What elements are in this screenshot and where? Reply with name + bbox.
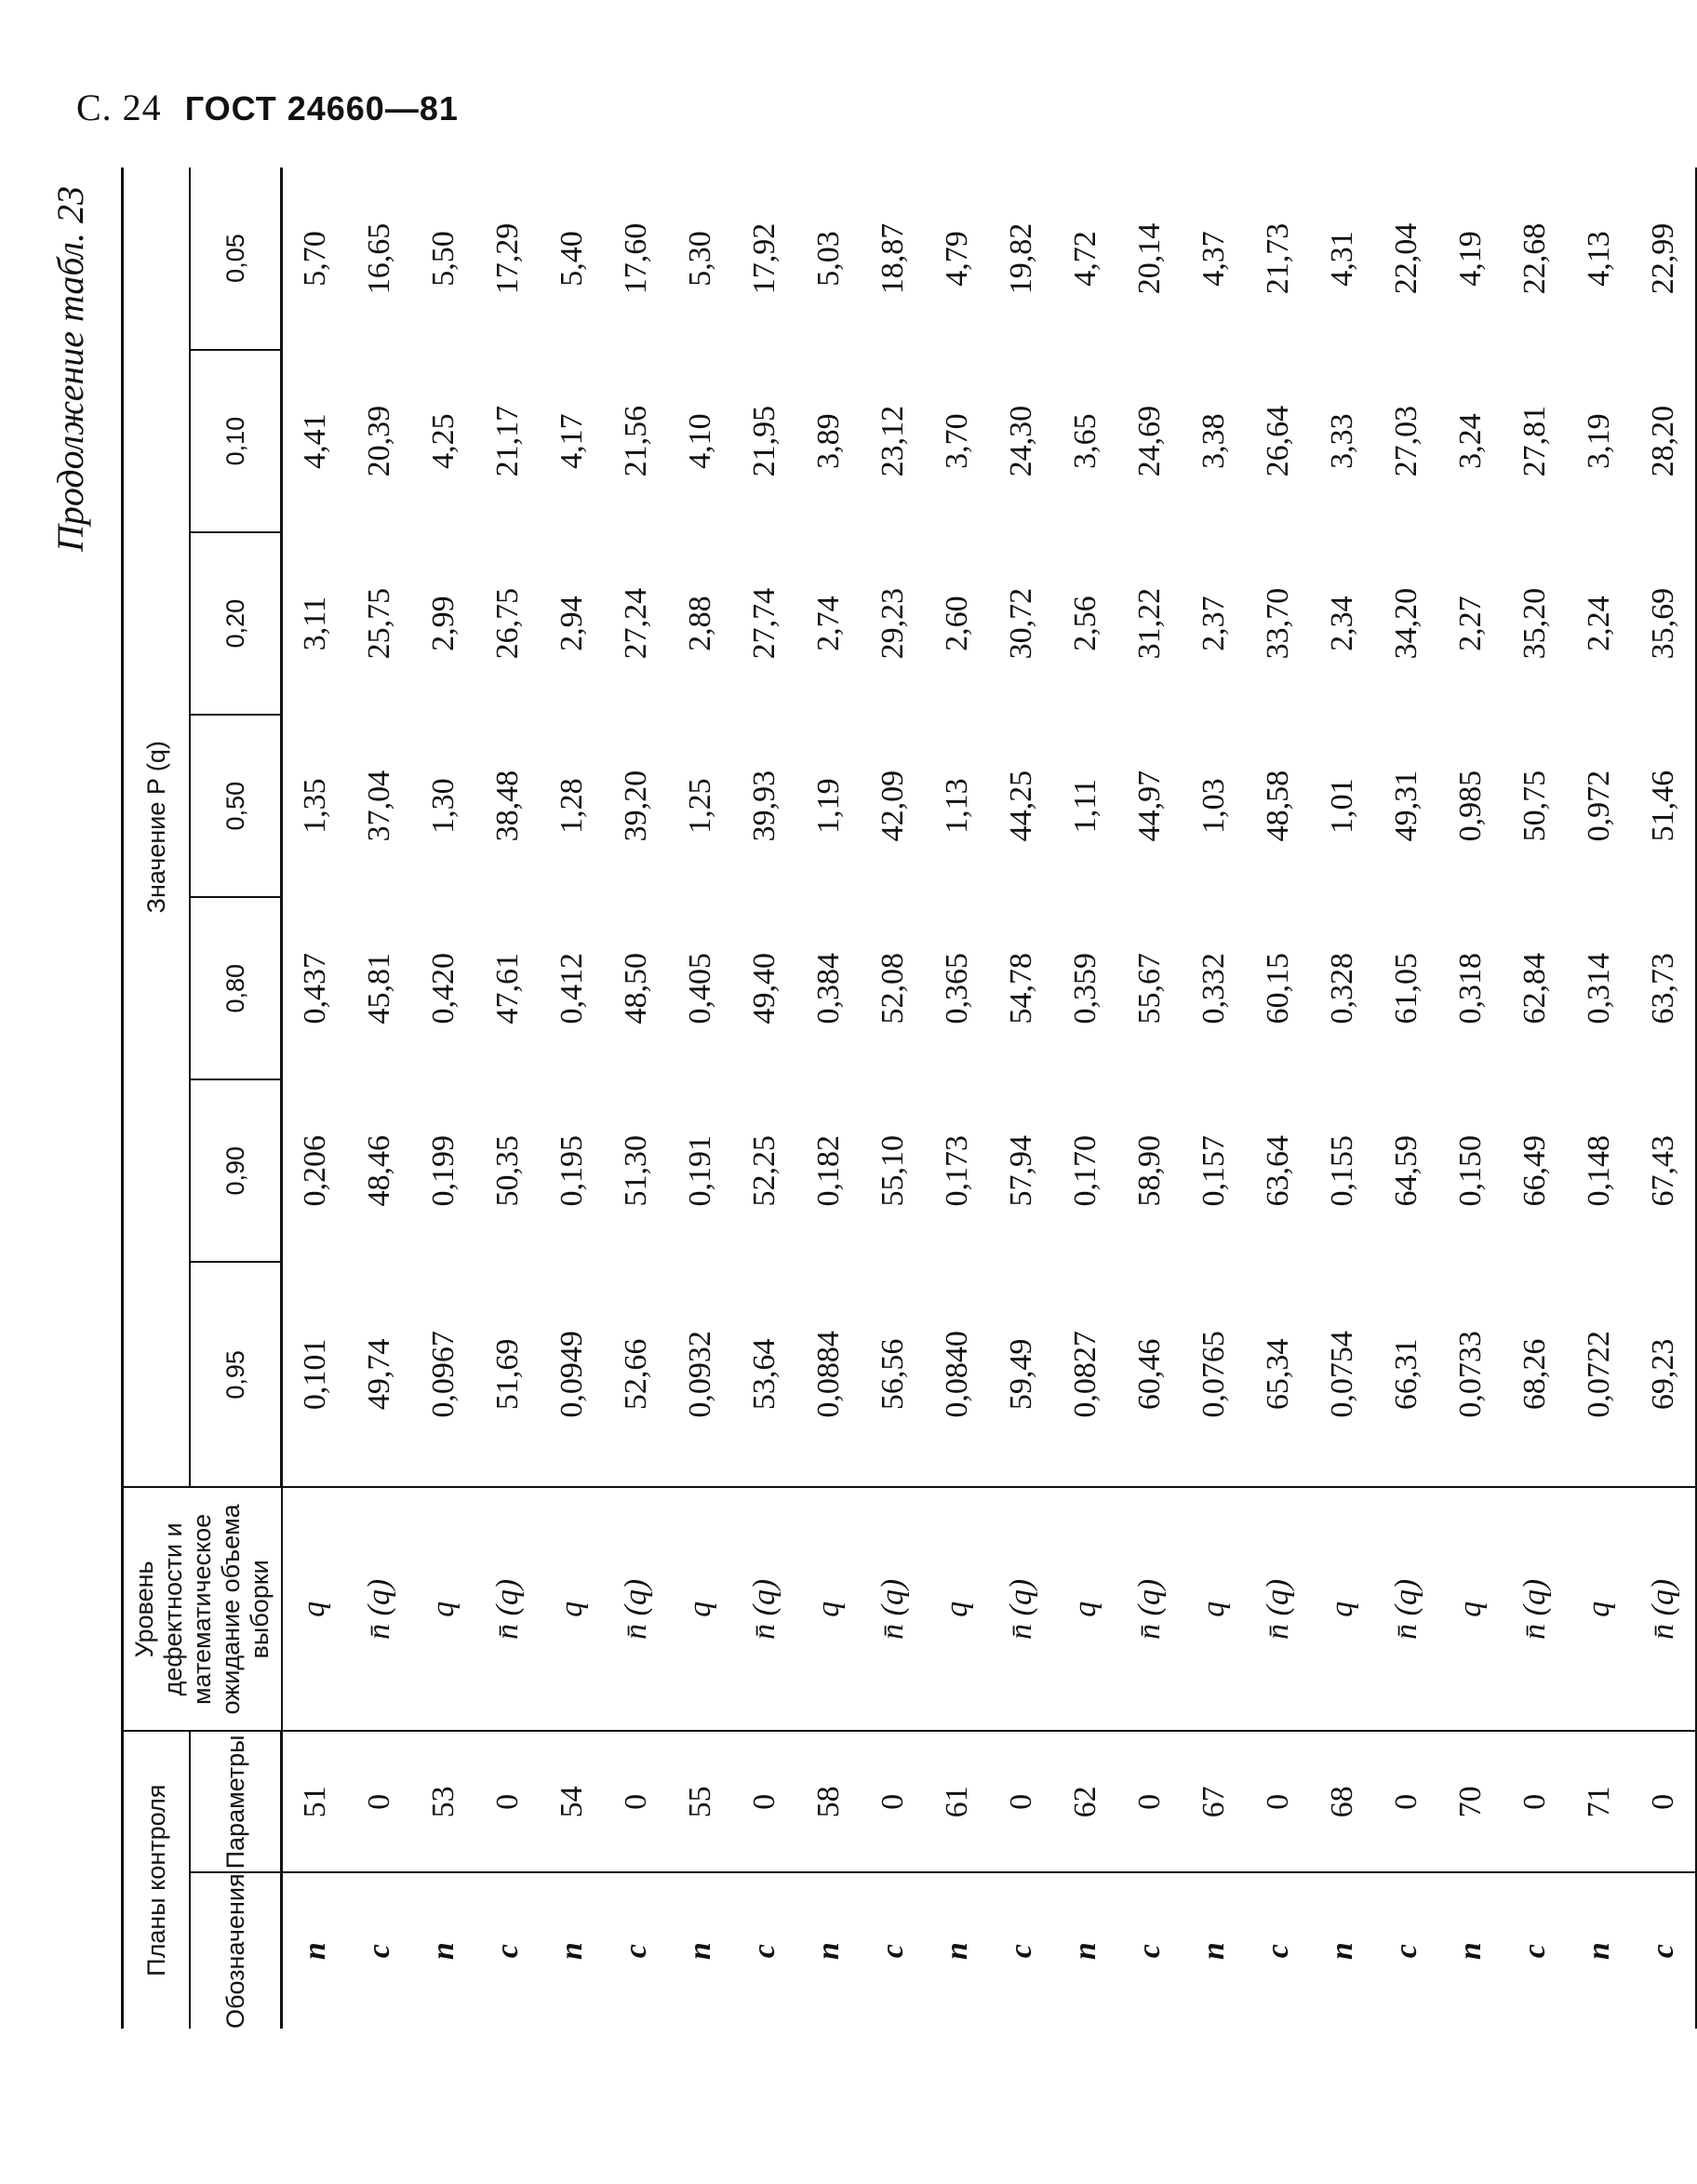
p-value-header: 0,95	[190, 1262, 282, 1487]
designation-cell: c	[1631, 1872, 1696, 2029]
parameter-cell: 0	[1117, 1731, 1182, 1872]
value-cell: 64,59	[1388, 1134, 1423, 1207]
value-cell: 0,170	[1067, 1134, 1102, 1207]
parameter-cell: 71	[1567, 1731, 1631, 1872]
value-cell: 3,24	[1452, 413, 1488, 469]
value-cell: 60,15	[1260, 952, 1295, 1025]
level-cell: q	[411, 1487, 475, 1731]
value-cell: 60,46	[1117, 1262, 1182, 1487]
designation-cell: c	[618, 1944, 653, 1959]
value-cell: 51,46	[1631, 715, 1696, 897]
p-value-header: 0,50	[190, 715, 282, 897]
level-cell: q	[1438, 1487, 1503, 1731]
value-cell: 0,972	[1581, 770, 1616, 842]
value-cell: 55,10	[875, 1134, 910, 1207]
group-values-header: Значение P (q)	[123, 167, 191, 1487]
designation-cell: n	[939, 1942, 974, 1961]
value-cell: 18,87	[875, 222, 910, 295]
value-cell: 37,04	[361, 770, 396, 842]
table-row	[347, 167, 411, 2029]
value-cell: 0,199	[425, 1134, 461, 1207]
value-cell: 63,64	[1260, 1134, 1295, 1207]
value-cell: 1,01	[1324, 778, 1359, 834]
level-cell: q	[540, 1487, 604, 1731]
value-cell: 0,155	[1324, 1134, 1359, 1207]
value-cell: 27,24	[618, 587, 653, 660]
designation-cell: n	[1067, 1942, 1102, 1961]
value-cell: 1,19	[810, 778, 846, 834]
value-cell: 21,17	[489, 405, 525, 477]
parameter-cell: 67	[1182, 1731, 1246, 1872]
value-cell: 26,64	[1260, 405, 1295, 477]
value-cell: 3,70	[939, 413, 974, 469]
level-cell: n̄ (q)	[1246, 1487, 1310, 1731]
value-cell: 0,420	[425, 952, 461, 1025]
value-cell: 4,17	[554, 413, 589, 469]
parameter-cell: 0	[732, 1731, 796, 1872]
table-row	[796, 167, 861, 2029]
p-value-header: 0,20	[190, 532, 282, 715]
value-cell: 0,173	[939, 1134, 974, 1207]
value-cell: 3,65	[1067, 413, 1102, 469]
value-cell: 48,46	[361, 1134, 396, 1207]
value-cell: 19,82	[1003, 222, 1038, 295]
parameter-cell: 58	[796, 1731, 861, 1872]
designations-header: Обозначения	[190, 1872, 282, 2029]
value-cell: 49,31	[1388, 770, 1423, 842]
parameter-cell: 51	[282, 1731, 348, 1872]
value-cell: 50,75	[1517, 770, 1552, 842]
designation-cell: n	[1196, 1942, 1231, 1961]
parameter-cell: 68	[1310, 1731, 1374, 1872]
value-cell: 3,38	[1196, 413, 1231, 469]
value-cell: 0,405	[682, 952, 717, 1025]
value-cell: 3,19	[1581, 413, 1616, 469]
value-cell: 55,67	[1131, 952, 1167, 1025]
value-cell: 2,94	[554, 596, 589, 651]
value-cell: 1,35	[297, 778, 332, 834]
table-row	[1182, 167, 1246, 2029]
value-cell: 24,30	[1003, 405, 1038, 477]
value-cell: 1,28	[554, 778, 589, 834]
value-cell: 4,37	[1196, 231, 1231, 287]
table-row	[1374, 167, 1438, 2029]
parameter-cell: 0	[1631, 1731, 1696, 1872]
value-cell: 0,191	[682, 1134, 717, 1207]
value-cell: 44,97	[1131, 770, 1167, 842]
value-cell: 0,318	[1452, 952, 1488, 1025]
level-cell: n̄ (q)	[732, 1487, 796, 1731]
value-cell: 1,03	[1196, 778, 1231, 834]
value-cell: 27,81	[1517, 405, 1552, 477]
value-cell: 17,92	[746, 222, 782, 295]
value-cell: 35,20	[1517, 587, 1552, 660]
designation-cell: n	[810, 1942, 846, 1961]
designation-cell: c	[746, 1944, 782, 1959]
designation-cell: c	[1260, 1944, 1295, 1959]
table-row	[1246, 167, 1310, 2029]
level-cell: n̄ (q)	[989, 1487, 1053, 1731]
value-cell: 0,195	[554, 1134, 589, 1207]
value-cell: 0,0722	[1567, 1262, 1631, 1487]
parameter-cell: 0	[475, 1731, 540, 1872]
value-cell: 59,49	[989, 1262, 1053, 1487]
value-cell: 0,0932	[668, 1262, 732, 1487]
designation-cell: n	[1324, 1942, 1359, 1961]
value-cell: 31,22	[1131, 587, 1167, 660]
value-cell: 2,56	[1067, 596, 1102, 651]
value-cell: 33,70	[1260, 587, 1295, 660]
document-code: ГОСТ 24660—81	[184, 89, 459, 127]
value-cell: 22,04	[1388, 222, 1423, 295]
table-row	[1117, 167, 1182, 2029]
value-cell: 63,73	[1631, 897, 1696, 1079]
table-rotated	[49, 167, 1680, 2029]
value-cell: 5,03	[810, 231, 846, 287]
group-plans-header: Планы контроля	[123, 1731, 191, 2029]
parameter-cell: 0	[604, 1731, 668, 1872]
value-cell: 30,72	[1003, 587, 1038, 660]
table-caption: Продолжение табл. 23	[49, 186, 91, 553]
table-row	[604, 167, 668, 2029]
parameter-cell: 0	[861, 1731, 925, 1872]
value-cell: 1,11	[1067, 779, 1102, 834]
data-table	[121, 167, 1697, 2029]
table-row	[411, 167, 475, 2029]
level-cell: q	[1310, 1487, 1374, 1731]
parameter-cell: 54	[540, 1731, 604, 1872]
value-cell: 34,20	[1388, 587, 1423, 660]
value-cell: 49,74	[347, 1262, 411, 1487]
value-cell: 0,182	[810, 1134, 846, 1207]
value-cell: 39,20	[618, 770, 653, 842]
value-cell: 57,94	[1003, 1134, 1038, 1207]
value-cell: 0,0967	[411, 1262, 475, 1487]
value-cell: 58,90	[1131, 1134, 1167, 1207]
value-cell: 17,29	[489, 222, 525, 295]
value-cell: 0,0840	[925, 1262, 989, 1487]
designation-cell: c	[1388, 1944, 1423, 1959]
table-row	[475, 167, 540, 2029]
value-cell: 49,40	[746, 952, 782, 1025]
value-cell: 52,66	[604, 1262, 668, 1487]
page-number: С. 24	[76, 87, 162, 128]
level-cell: q	[1567, 1487, 1631, 1731]
value-cell: 22,68	[1517, 222, 1552, 295]
value-cell: 61,05	[1388, 952, 1423, 1025]
value-cell: 67,43	[1631, 1079, 1696, 1262]
value-cell: 51,69	[475, 1262, 540, 1487]
value-cell: 20,39	[361, 405, 396, 477]
parameter-cell: 55	[668, 1731, 732, 1872]
value-cell: 1,13	[939, 778, 974, 834]
value-cell: 48,58	[1260, 770, 1295, 842]
value-cell: 16,65	[361, 222, 396, 295]
table-row	[925, 167, 989, 2029]
value-cell: 0,985	[1452, 770, 1488, 842]
value-cell: 21,95	[746, 405, 782, 477]
value-cell: 66,31	[1374, 1262, 1438, 1487]
value-cell: 4,10	[682, 413, 717, 469]
value-cell: 54,78	[1003, 952, 1038, 1025]
level-cell: q	[1182, 1487, 1246, 1731]
value-cell: 2,88	[682, 596, 717, 651]
value-cell: 2,99	[425, 596, 461, 651]
value-cell: 38,48	[489, 770, 525, 842]
value-cell: 28,20	[1631, 350, 1696, 532]
value-cell: 1,30	[425, 778, 461, 834]
level-cell: n̄ (q)	[1117, 1487, 1182, 1731]
designation-cell: n	[554, 1942, 589, 1961]
designation-cell: c	[875, 1944, 910, 1959]
level-cell: q	[668, 1487, 732, 1731]
value-cell: 20,14	[1131, 222, 1167, 295]
value-cell: 5,30	[682, 231, 717, 287]
level-cell: q	[282, 1487, 348, 1731]
value-cell: 65,34	[1246, 1262, 1310, 1487]
value-cell: 4,41	[297, 413, 332, 469]
level-cell: n̄ (q)	[1631, 1487, 1696, 1731]
value-cell: 0,365	[939, 952, 974, 1025]
value-cell: 35,69	[1631, 532, 1696, 715]
value-cell: 29,23	[875, 587, 910, 660]
value-cell: 69,23	[1631, 1262, 1696, 1487]
value-cell: 0,0884	[796, 1262, 861, 1487]
level-cell: q	[925, 1487, 989, 1731]
level-cell: q	[796, 1487, 861, 1731]
value-cell: 27,03	[1388, 405, 1423, 477]
value-cell: 0,332	[1196, 952, 1231, 1025]
table-row	[989, 167, 1053, 2029]
value-cell: 56,56	[861, 1262, 925, 1487]
p-value-header: 0,90	[190, 1079, 282, 1262]
value-cell: 5,50	[425, 231, 461, 287]
designation-cell: c	[361, 1944, 396, 1959]
designation-cell: n	[297, 1942, 332, 1961]
value-cell: 5,70	[297, 231, 332, 287]
parameter-cell: 0	[989, 1731, 1053, 1872]
value-cell: 48,50	[618, 952, 653, 1025]
value-cell: 4,19	[1452, 231, 1488, 287]
value-cell: 53,64	[732, 1262, 796, 1487]
level-cell: n̄ (q)	[1374, 1487, 1438, 1731]
value-cell: 21,73	[1260, 222, 1295, 295]
parameter-cell: 53	[411, 1731, 475, 1872]
value-cell: 0,328	[1324, 952, 1359, 1025]
parameter-cell: 0	[1503, 1731, 1567, 1872]
value-cell: 2,24	[1581, 596, 1616, 651]
level-cell: n̄ (q)	[604, 1487, 668, 1731]
designation-cell: n	[425, 1942, 461, 1961]
p-value-header: 0,80	[190, 897, 282, 1079]
parameter-cell: 70	[1438, 1731, 1503, 1872]
table-row	[668, 167, 732, 2029]
value-cell: 68,26	[1503, 1262, 1567, 1487]
value-cell: 0,0827	[1053, 1262, 1117, 1487]
value-cell: 42,09	[875, 770, 910, 842]
value-cell: 0,0754	[1310, 1262, 1374, 1487]
value-cell: 4,25	[425, 413, 461, 469]
value-cell: 51,30	[618, 1134, 653, 1207]
value-cell: 2,74	[810, 596, 846, 651]
table-row	[1438, 167, 1503, 2029]
level-header: Уровень дефектности и математическое ожидание объема выборки	[123, 1487, 282, 1731]
designation-cell: c	[1003, 1944, 1038, 1959]
p-value-header: 0,10	[190, 350, 282, 532]
value-cell: 22,99	[1631, 167, 1696, 350]
table-row	[1503, 167, 1567, 2029]
designation-cell: n	[1581, 1942, 1616, 1961]
value-cell: 0,359	[1067, 952, 1102, 1025]
level-cell: q	[1053, 1487, 1117, 1731]
value-cell: 5,40	[554, 231, 589, 287]
parameter-cell: 0	[347, 1731, 411, 1872]
value-cell: 2,37	[1196, 596, 1231, 651]
value-cell: 4,72	[1067, 231, 1102, 287]
parameters-header: Параметры	[190, 1731, 282, 1872]
value-cell: 44,25	[1003, 770, 1038, 842]
value-cell: 0,0765	[1182, 1262, 1246, 1487]
value-cell: 27,74	[746, 587, 782, 660]
value-cell: 0,101	[282, 1262, 348, 1487]
table-row	[861, 167, 925, 2029]
table-row	[540, 167, 604, 2029]
value-cell: 0,437	[297, 952, 332, 1025]
table-row	[1053, 167, 1117, 2029]
parameter-cell: 61	[925, 1731, 989, 1872]
value-cell: 2,60	[939, 596, 974, 651]
value-cell: 3,89	[810, 413, 846, 469]
level-cell: n̄ (q)	[1503, 1487, 1567, 1731]
value-cell: 47,61	[489, 952, 525, 1025]
level-cell: n̄ (q)	[861, 1487, 925, 1731]
value-cell: 66,49	[1517, 1134, 1552, 1207]
value-cell: 0,0949	[540, 1262, 604, 1487]
level-cell: n̄ (q)	[475, 1487, 540, 1731]
table-body	[282, 167, 1697, 2029]
p-value-header: 0,05	[190, 167, 282, 350]
value-cell: 50,35	[489, 1134, 525, 1207]
value-cell: 62,84	[1517, 952, 1552, 1025]
designation-cell: c	[1131, 1944, 1167, 1959]
value-cell: 26,75	[489, 587, 525, 660]
value-cell: 0,206	[297, 1134, 332, 1207]
value-cell: 4,13	[1581, 231, 1616, 287]
value-cell: 25,75	[361, 587, 396, 660]
value-cell: 4,79	[939, 231, 974, 287]
parameter-cell: 62	[1053, 1731, 1117, 1872]
level-cell: n̄ (q)	[347, 1487, 411, 1731]
value-cell: 0,150	[1452, 1134, 1488, 1207]
value-cell: 23,12	[875, 405, 910, 477]
value-cell: 21,56	[618, 405, 653, 477]
value-cell: 2,34	[1324, 596, 1359, 651]
value-cell: 1,25	[682, 778, 717, 834]
value-cell: 39,93	[746, 770, 782, 842]
value-cell: 0,412	[554, 952, 589, 1025]
value-cell: 52,08	[875, 952, 910, 1025]
value-cell: 24,69	[1131, 405, 1167, 477]
designation-cell: c	[489, 1944, 525, 1959]
value-cell: 0,148	[1581, 1134, 1616, 1207]
value-cell: 2,27	[1452, 596, 1488, 651]
value-cell: 3,11	[297, 596, 332, 651]
value-cell: 0,314	[1581, 952, 1616, 1025]
designation-cell: n	[682, 1942, 717, 1961]
value-cell: 45,81	[361, 952, 396, 1025]
value-cell: 4,31	[1324, 231, 1359, 287]
parameter-cell: 0	[1246, 1731, 1310, 1872]
table-row	[1310, 167, 1374, 2029]
value-cell: 17,60	[618, 222, 653, 295]
value-cell: 3,33	[1324, 413, 1359, 469]
table-row	[732, 167, 796, 2029]
value-cell: 0,0733	[1438, 1262, 1503, 1487]
page-header	[76, 86, 459, 129]
value-cell: 0,157	[1196, 1134, 1231, 1207]
table-row	[1631, 167, 1696, 2029]
table-row	[1567, 167, 1631, 2029]
designation-cell: c	[1517, 1944, 1552, 1959]
parameter-cell: 0	[1374, 1731, 1438, 1872]
value-cell: 0,384	[810, 952, 846, 1025]
value-cell: 52,25	[746, 1134, 782, 1207]
table-row	[282, 167, 348, 2029]
designation-cell: n	[1452, 1942, 1488, 1961]
rotated-table-area	[49, 167, 1680, 2029]
